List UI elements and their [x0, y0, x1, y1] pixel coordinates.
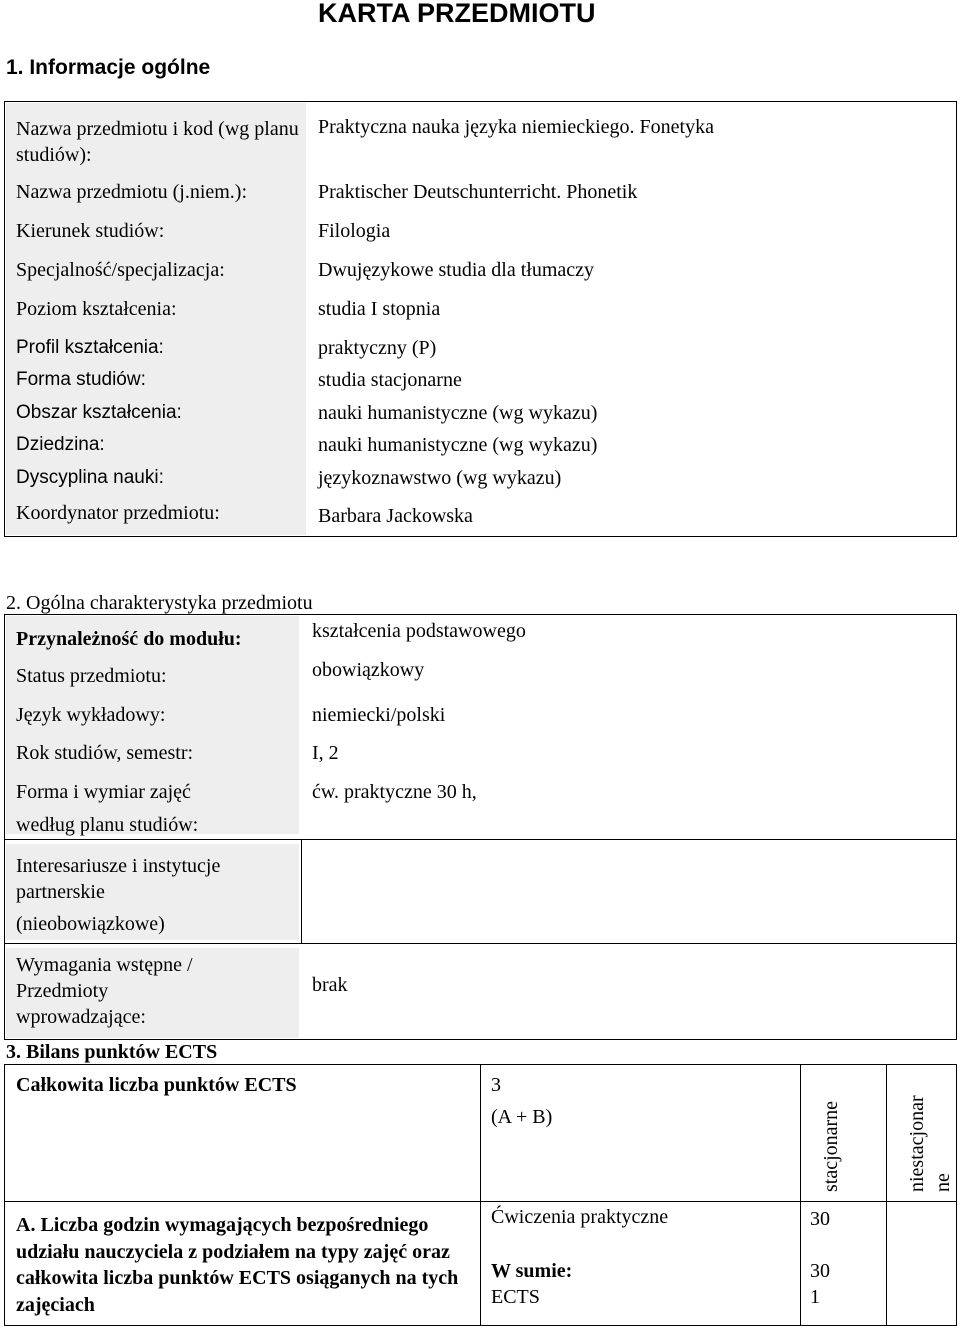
- ects-total-value: 3: [491, 1074, 501, 1096]
- ects-row-divider: [4, 1201, 957, 1202]
- label-prerequisites-2: Przedmioty: [16, 980, 109, 1002]
- col-header-niestacjonarne-2: ne: [932, 1173, 954, 1192]
- label-coordinator: Koordynator przedmiotu:: [16, 502, 220, 524]
- ects-total-formula: (A + B): [491, 1106, 553, 1128]
- label-study-form: Forma studiów:: [16, 369, 146, 390]
- value-class-form: ćw. praktyczne 30 h,: [312, 781, 477, 803]
- label-field-of-study: Kierunek studiów:: [16, 220, 165, 242]
- char-divider-1: [4, 839, 957, 840]
- value-study-form: studia stacjonarne: [318, 369, 462, 391]
- ects-a-ects-label: ECTS: [491, 1286, 540, 1308]
- char-divider-2: [4, 943, 957, 944]
- label-class-form-1: Forma i wymiar zajęć: [16, 781, 191, 803]
- label-status: Status przedmiotu:: [16, 665, 167, 687]
- label-stakeholders-3: (nieobowiązkowe): [16, 913, 165, 935]
- value-language: niemiecki/polski: [312, 704, 446, 726]
- label-discipline: Dyscyplina nauki:: [16, 467, 164, 488]
- label-prerequisites-3: wprowadzające:: [16, 1006, 146, 1028]
- label-stakeholders-2: partnerskie: [16, 881, 105, 903]
- value-specialization: Dwujęzykowe studia dla tłumaczy: [318, 259, 595, 281]
- value-status: obowiązkowy: [312, 659, 425, 681]
- ects-a-sum-label: W sumie:: [491, 1260, 573, 1282]
- char-col-divider: [301, 839, 302, 943]
- ects-a-type-value: 30: [810, 1208, 830, 1230]
- label-education-area: Obszar kształcenia:: [16, 402, 182, 423]
- label-class-form-2: według planu studiów:: [16, 814, 199, 836]
- value-subject-name-de: Praktischer Deutschunterricht. Phonetik: [318, 181, 638, 203]
- ects-col-2: [800, 1064, 801, 1326]
- label-language: Język wykładowy:: [16, 704, 166, 726]
- ects-col-3: [886, 1064, 887, 1326]
- label-domain: Dziedzina:: [16, 434, 105, 455]
- value-domain: nauki humanistyczne (wg wykazu): [318, 434, 598, 456]
- value-profile: praktyczny (P): [318, 337, 437, 359]
- ects-a-label: A. Liczba godzin wymagających bezpośredniego udziału nauczyciela z podziałem na typy zajęć oraz całkowita liczba punktów ECTS osiąganych na tych zajęciach: [16, 1214, 459, 1316]
- label-stakeholders-1: Interesariusze i instytucje: [16, 855, 221, 877]
- section-3-heading: 3. Bilans punktów ECTS: [6, 1041, 218, 1063]
- value-prerequisites: brak: [312, 974, 348, 996]
- label-year-semester: Rok studiów, semestr:: [16, 742, 194, 764]
- value-field-of-study: Filologia: [318, 220, 391, 242]
- value-education-area: nauki humanistyczne (wg wykazu): [318, 402, 598, 424]
- ects-a-sum-value: 30: [810, 1260, 830, 1282]
- value-module: kształcenia podstawowego: [312, 620, 526, 642]
- label-module: Przynależność do modułu:: [16, 628, 242, 650]
- value-subject-name: Praktyczna nauka języka niemieckiego. Fonetyka: [318, 116, 714, 138]
- section-1-heading: 1. Informacje ogólne: [6, 56, 211, 79]
- value-coordinator: Barbara Jackowska: [318, 505, 473, 527]
- value-year-semester: I, 2: [312, 742, 339, 764]
- ects-a-type: Ćwiczenia praktyczne: [491, 1206, 669, 1228]
- page-title: KARTA PRZEDMIOTU: [318, 0, 596, 28]
- label-specialization: Specjalność/specjalizacja:: [16, 259, 225, 281]
- label-subject-name: Nazwa przedmiotu i kod (wg planu studiów):: [16, 118, 299, 166]
- value-education-level: studia I stopnia: [318, 298, 441, 320]
- col-header-niestacjonarne-1: niestacjonar: [906, 1095, 928, 1192]
- label-education-level: Poziom kształcenia:: [16, 298, 177, 320]
- col-header-stacjonarne: stacjonarne: [820, 1100, 842, 1192]
- value-discipline: językoznawstwo (wg wykazu): [318, 467, 562, 489]
- ects-total-label: Całkowita liczba punktów ECTS: [16, 1074, 297, 1096]
- section-2-heading: 2. Ogólna charakterystyka przedmiotu: [6, 592, 313, 614]
- label-prerequisites-1: Wymagania wstępne /: [16, 954, 193, 976]
- label-profile: Profil kształcenia:: [16, 337, 164, 358]
- ects-col-1: [480, 1064, 481, 1326]
- label-subject-name-de: Nazwa przedmiotu (j.niem.):: [16, 181, 248, 203]
- ects-a-ects-value: 1: [810, 1286, 820, 1308]
